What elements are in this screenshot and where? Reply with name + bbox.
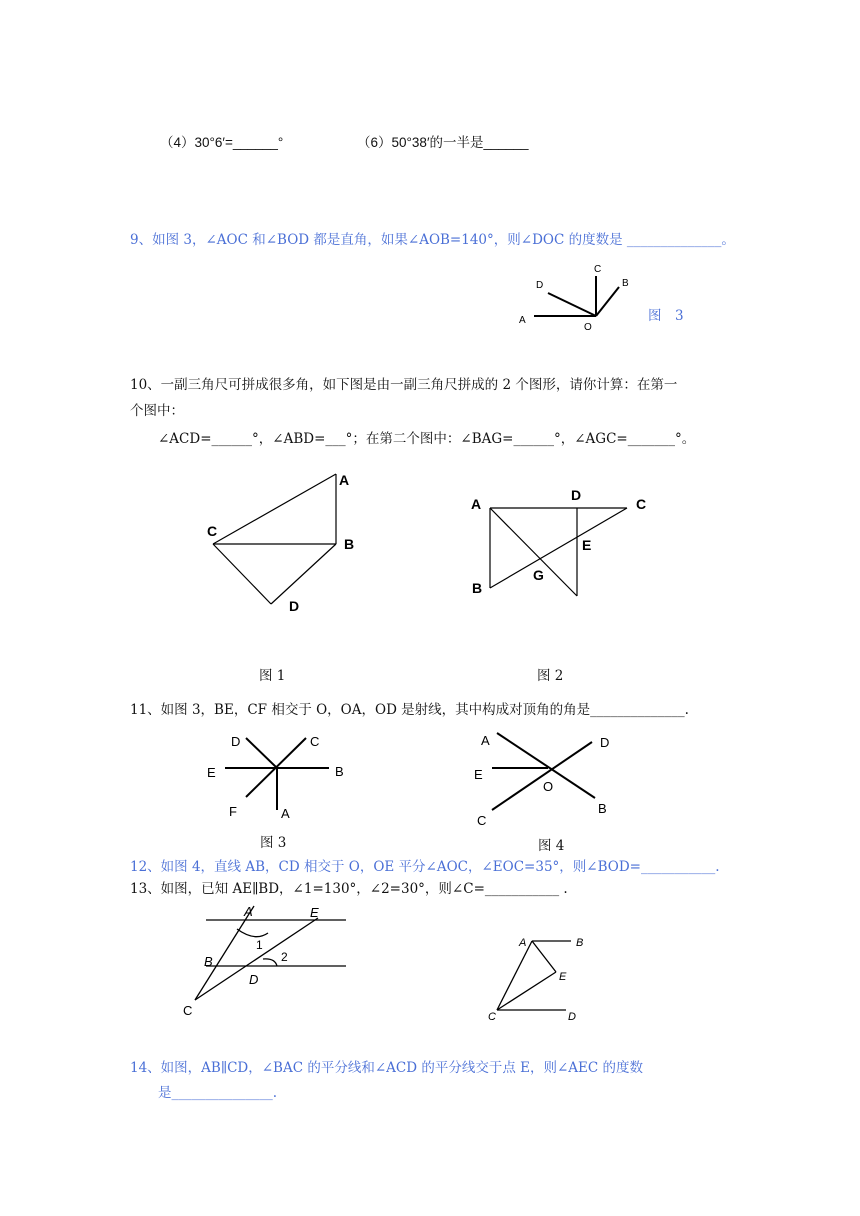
fig1-label-a: A — [339, 472, 350, 488]
fig4-label-b: B — [598, 801, 607, 816]
fig4-caption: 图 4 — [538, 838, 565, 854]
q14-label-e: E — [559, 971, 567, 983]
fig2-label-c: C — [636, 496, 647, 512]
q14-label-a: A — [519, 937, 527, 949]
q9-label-o: O — [584, 322, 592, 333]
fig2-label-e: E — [582, 537, 592, 553]
fig4-label-e: E — [474, 767, 483, 782]
fig3-label-a: A — [281, 806, 290, 821]
fig4-label-o: O — [543, 779, 554, 794]
q10-figure-2 — [490, 508, 627, 596]
fig3-label-c: C — [310, 734, 320, 749]
fig4-label-c: C — [477, 813, 487, 828]
q14-line1: 14、如图，AB∥CD，∠BAC 的平分线和∠ACD 的平分线交于点 E，则∠AEC 的度数 — [130, 1060, 644, 1076]
q8-part6: （6）50°38′的一半是______ — [357, 135, 529, 150]
fig1-label-d: D — [289, 598, 300, 614]
q10-line2: 个图中： — [130, 403, 184, 419]
fig3-label-b: B — [335, 764, 344, 779]
q13-label-e: E — [310, 905, 319, 920]
q9-figure — [534, 276, 619, 316]
fig2-label-g: G — [533, 567, 544, 583]
q13-text: 13、如图，已知 AE∥BD，∠1=130°，∠2=30°，则∠C=___________ . — [130, 881, 568, 897]
q8-part4: （4）30°6′=______° — [160, 135, 284, 150]
fig4-label-a: A — [481, 733, 490, 748]
q9-label-b: B — [622, 278, 629, 289]
q13-figure — [195, 906, 346, 1000]
q13-label-c: C — [183, 1003, 193, 1018]
q11-text: 11、如图 3，BE，CF 相交于 O，OA，OD 是射线，其中构成对顶角的角是______________. — [130, 702, 689, 718]
fig4-label-d: D — [600, 735, 610, 750]
q9-label-a: A — [519, 315, 526, 326]
q14-label-b: B — [576, 937, 584, 949]
fig2-label-a: A — [471, 496, 482, 512]
fig3-label-d: D — [231, 734, 241, 749]
q10-line3: ∠ACD=______°，∠ABD=___°；在第二个图中：∠BAG=______°，∠AGC=_______°。 — [158, 431, 696, 447]
q14-label-c: C — [488, 1011, 496, 1023]
q14-label-d: D — [568, 1011, 576, 1023]
fig2-label-b: B — [472, 580, 483, 596]
fig3-label-f: F — [229, 804, 237, 819]
q13-label-a: A — [244, 904, 253, 919]
q14-line2: 是_______________. — [158, 1085, 278, 1101]
fig1-caption: 图 1 — [259, 668, 286, 684]
fig2-label-d: D — [571, 487, 582, 503]
q9-label-c: C — [594, 264, 602, 275]
q10-figure-1 — [213, 474, 336, 604]
q13-label-2: 2 — [281, 950, 288, 964]
fig2-caption: 图 2 — [537, 668, 564, 684]
q13-label-b: B — [204, 954, 213, 969]
fig3-label-e: E — [207, 765, 216, 780]
fig1-label-c: C — [207, 523, 218, 539]
q13-label-d: D — [249, 972, 259, 987]
q9-text: 9、如图 3，∠AOC 和∠BOD 都是直角，如果∠AOB=140°，则∠DOC 的度数是 ______________。 — [130, 232, 735, 248]
q12-text: 12、如图 4，直线 AB，CD 相交于 O，OE 平分∠AOC，∠EOC=35°，则∠BOD=___________. — [130, 859, 720, 875]
q9-figure-caption: 图 3 — [648, 308, 684, 324]
q9-label-d: D — [536, 280, 544, 291]
q13-label-1: 1 — [256, 938, 263, 952]
q10-line1: 10、一副三角尺可拼成很多角，如下图是由一副三角尺拼成的 2 个图形，请你计算：在第一 — [130, 377, 678, 393]
fig3-caption: 图 3 — [260, 835, 287, 851]
fig1-label-b: B — [344, 536, 355, 552]
q11-figure-4 — [492, 733, 595, 810]
